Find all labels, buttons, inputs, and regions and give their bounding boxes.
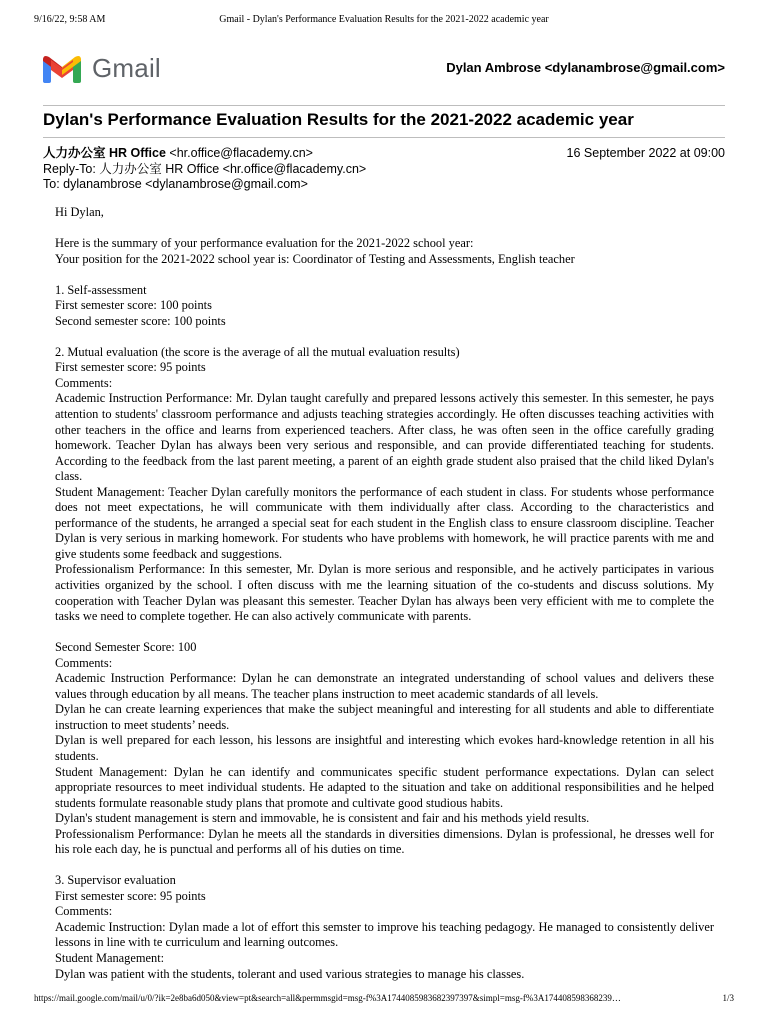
mutual-first-score: First semester score: 95 points	[55, 360, 206, 375]
supervisor-student-mgmt-comment: Dylan was patient with the students, tolerant and used various strategies to manage his classes.	[55, 966, 525, 981]
to-line: To: dylanambrose <dylanambrose@gmail.com>	[43, 177, 308, 191]
second-preparation-comment: Dylan is well prepared for each lesson, his lessons are insightful and interesting which evokes hard-knowledge retention in all his students.	[55, 733, 714, 763]
intro-position: Your position for the 2021-2022 school year is: Coordinator of Testing and Assessments, English teacher	[55, 251, 575, 266]
comments-label: Comments:	[55, 655, 113, 670]
email-date: 16 September 2022 at 09:00	[566, 146, 725, 160]
second-learning-comment: Dylan he can create learning experiences that make the subject meaningful and interesting for all students and able to differentiate instruction to meet students’ needs.	[55, 702, 714, 732]
divider-subject	[43, 137, 725, 138]
self-first-score: First semester score: 100 points	[55, 298, 212, 313]
intro-summary: Here is the summary of your performance evaluation for the 2021-2022 school year:	[55, 236, 474, 251]
mutual-academic-comment: Academic Instruction Performance: Mr. Dylan taught carefully and prepared lessons actively this semester. In this semester, he pays attention to students' classroom performance and adjusts teaching strategies accordingly. He often discusses teaching activities with other teachers in the office and learns from experienced teachers. After class, he was often seen in the office carefully grading homework. Teacher Dylan has always been very serious and responsible, and can provide differentiated teaching for students. According to the feedback from the last parent meeting, a parent of an eighth grade student also praised that the child liked Dylan's class.	[55, 391, 714, 484]
print-url: https://mail.google.com/mail/u/0/?ik=2e8ba6d050&view=pt&search=all&permmsgid=msg-f%3A1744085983682397397&simpl=msg-f%3A174408598368239…	[34, 993, 621, 1003]
gmail-m-logo-icon	[43, 54, 81, 84]
mutual-second-score: Second Semester Score: 100	[55, 640, 197, 655]
second-academic-comment: Academic Instruction Performance: Dylan he can demonstrate an integrated understanding of school values and delivers these values through education by all means. The teacher plans instruction to meet academic standards of all levels.	[55, 671, 714, 701]
gmail-header	[43, 52, 725, 88]
account-identity: Dylan Ambrose <dylanambrose@gmail.com>	[446, 60, 725, 75]
print-header	[34, 14, 734, 30]
print-footer	[34, 993, 734, 1007]
sender-name: 人力办公室 HR Office	[43, 146, 166, 160]
print-datetime: 9/16/22, 9:58 AM	[34, 14, 106, 25]
mutual-student-mgmt-comment: Student Management: Teacher Dylan carefully monitors the performance of each student in class. For students whose performance does not meet expectations, he will communicate with them individually after class. According to the characteristics and performance of the students, he arranged a special seat for each student in the English class to ensure classroom discipline. Teacher Dylan is very serious in marking homework. For students who have problems with homework, he will practice parents with me and give students some feedback and suggestions.	[55, 484, 714, 561]
section-supervisor-evaluation-title: 3. Supervisor evaluation	[55, 873, 176, 888]
email-subject: Dylan's Performance Evaluation Results for the 2021-2022 academic year	[43, 110, 634, 129]
supervisor-first-score: First semester score: 95 points	[55, 888, 206, 903]
comments-label: Comments:	[55, 904, 113, 919]
second-discipline-comment: Dylan's student management is stern and immovable, he is consistent and fair and his methods yield results.	[55, 811, 590, 826]
section-self-assessment-title: 1. Self-assessment	[55, 282, 147, 297]
supervisor-academic-comment: Academic Instruction: Dylan made a lot of effort this semster to improve his teaching pedagogy. He managed to consistently deliver lessons in line with te curriculum and learning outcomes.	[55, 919, 714, 950]
page-number: 1/3	[722, 993, 734, 1003]
print-title: Gmail - Dylan's Performance Evaluation Results for the 2021-2022 academic year	[219, 14, 549, 25]
sender-address: <hr.office@flacademy.cn>	[169, 146, 313, 160]
mutual-professionalism-comment: Professionalism Performance: In this semester, Mr. Dylan is more serious and responsible, and he actively participates in various activities organized by the school. I often discuss with me the learning situation of the co-students and discuss solutions. My cooperation with Teacher Dylan was pleasant this semester. Teacher Dylan has always been very efficient with me to complete the tasks we need to complete together. He can also actively communicate with parents.	[55, 562, 714, 624]
greeting: Hi Dylan,	[55, 205, 104, 219]
comments-label: Comments:	[55, 375, 113, 390]
email-body	[55, 205, 714, 982]
section-mutual-evaluation-title: 2. Mutual evaluation (the score is the average of all the mutual evaluation results)	[55, 344, 460, 359]
self-second-score: Second semester score: 100 points	[55, 313, 226, 328]
gmail-wordmark: Gmail	[92, 53, 161, 83]
divider-top	[43, 105, 725, 106]
second-professionalism-comment: Professionalism Performance: Dylan he meets all the standards in diversities dimensions. Dylan is professional, he dresses well for his role each day, he is punctual and performs all of his duties on time.	[55, 826, 714, 857]
reply-to-line: Reply-To: 人力办公室 HR Office <hr.office@flacademy.cn>	[43, 162, 367, 176]
sender-row	[43, 146, 725, 161]
supervisor-student-mgmt-label: Student Management:	[55, 951, 165, 966]
second-student-mgmt-comment: Student Management: Dylan he can identify and communicates specific student performance expectations. Dylan can select appropriate resources to meet individual students. He adapted to the situation and take on additional responsibilities and he helped students formulate reasonable study plans that promote and cultivate good studious habits.	[55, 764, 714, 810]
